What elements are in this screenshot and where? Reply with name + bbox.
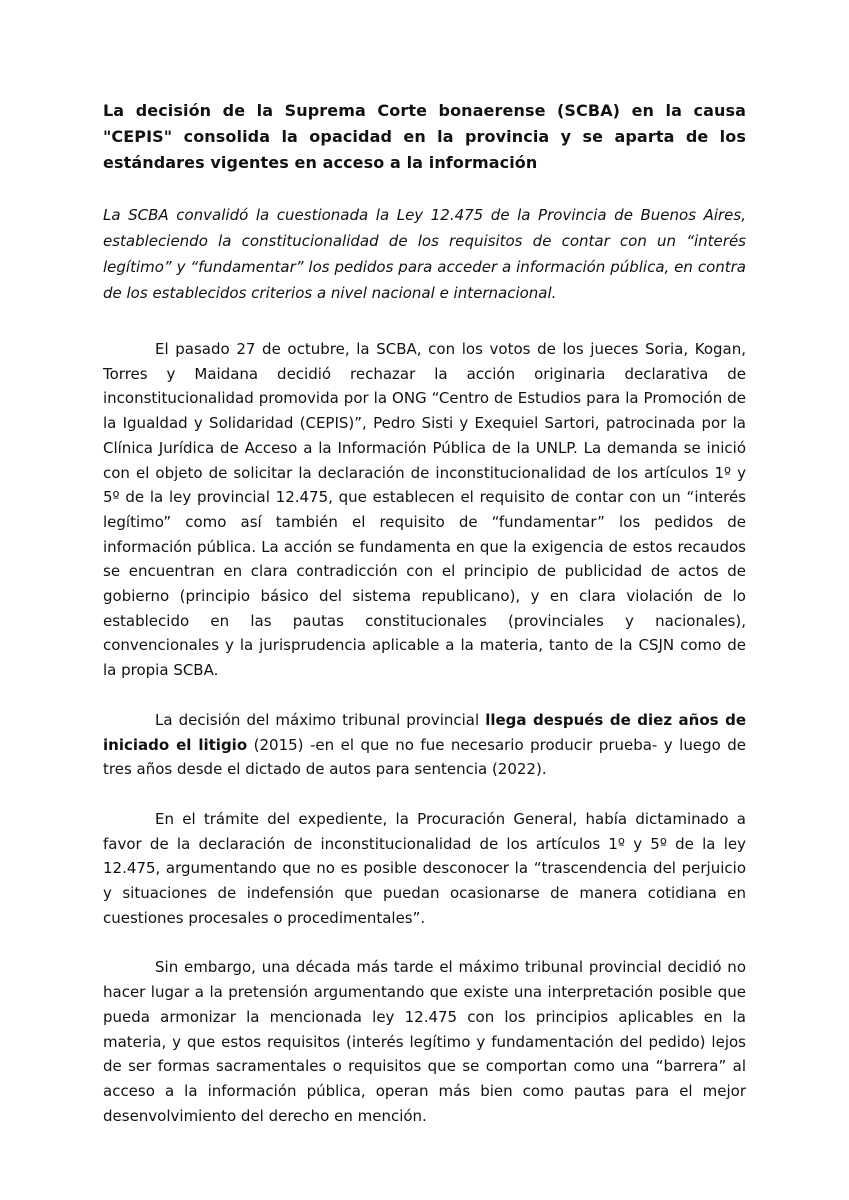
paragraph-2-emphasis: llega después de diez años de iniciado el litigio <box>103 710 747 754</box>
paragraph-3: En el trámite del expediente, la Procuración General, había dictaminado a favor de la declaración de inconstitucionalidad de los artículos 1º y 5º de la ley 12.475, argumentando que no es posible desconocer la “trascendencia del perjuicio y situaciones de indefensión que puedan ocasionarse de manera cotidiana en cuestiones procesales o procedimentales”. <box>103 809 746 927</box>
paragraph-2 <box>103 708 746 782</box>
paragraph-2-start: La decisión del máximo tribunal provincial <box>155 710 486 729</box>
document-page <box>103 98 746 1128</box>
article-lead: La SCBA convalidó la cuestionada la Ley 12.475 de la Provincia de Buenos Aires, estableciendo la constitucionalidad de los requisitos de contar con un “interés legítimo” y “fundamentar” los pedidos para acceder a información pública, en contra de los establecidos criterios a nivel nacional e internacional. <box>103 206 746 302</box>
paragraph-1: El pasado 27 de octubre, la SCBA, con los votos de los jueces Soria, Kogan, Torres y Maidana decidió rechazar la acción originaria declarativa de inconstitucionalidad promovida por la ONG “Centro de Estudios para la Promoción de la Igualdad y Solidaridad (CEPIS)”, Pedro Sisti y Exequiel Sartori, patrocinada por la Clínica Jurídica de Acceso a la Información Pública de la UNLP. La demanda se inició con el objeto de solicitar la declaración de inconstitucionalidad de los artículos 1º y 5º de la ley provincial 12.475, que establecen el requisito de contar con un “interés legítimo” como así también el requisito de “fundamentar” los pedidos de información pública. La acción se fundamenta en que la exigencia de estos recaudos se encuentran en clara contradicción con el principio de publicidad de actos de gobierno (principio básico del sistema republicano), y en clara violación de lo establecido en las pautas constitucionales (provinciales y nacionales), convencionales y la jurisprudencia aplicable a la materia, tanto de la CSJN como de la propia SCBA. <box>103 340 746 680</box>
paragraph-4: Sin embargo, una década más tarde el máximo tribunal provincial decidió no hacer lugar a la pretensión argumentando que existe una interpretación posible que pueda armonizar la mencionada ley 12.475 con los principios aplicables en la materia, y que estos requisitos (interés legítimo y fundamentación del pedido) lejos de ser formas sacramentales o requisitos que se comportan como una “barrera” al acceso a la información pública, operan más bien como pautas para el mejor desenvolvimiento del derecho en mención. <box>103 958 746 1125</box>
paragraph-2-end: (2015) -en el que no fue necesario producir prueba- y luego de tres años desde el dictado de autos para sentencia (2022). <box>103 735 747 779</box>
article-title: La decisión de la Suprema Corte bonaerense (SCBA) en la causa "CEPIS" consolida la opacidad en la provincia y se aparta de los estándares vigentes en acceso a la información <box>103 101 746 172</box>
